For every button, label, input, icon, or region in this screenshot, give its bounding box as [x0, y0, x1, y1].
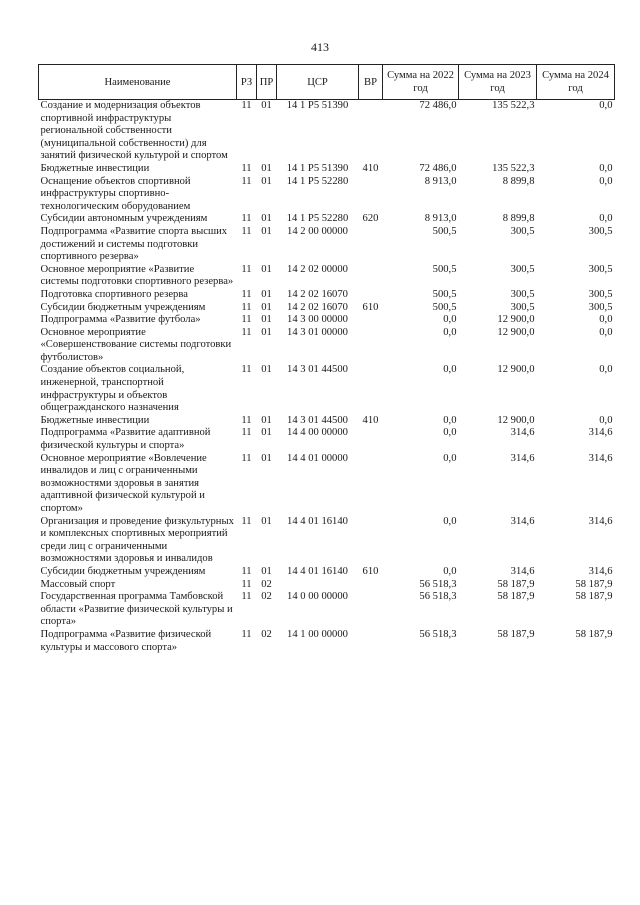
row-csr: 14 4 01 16140 — [287, 565, 348, 577]
row-sum-2022: 500,5 — [432, 263, 457, 275]
header-name: Наименование — [39, 65, 237, 100]
row-rz: 11 — [241, 578, 252, 590]
table-row — [39, 163, 615, 176]
row-sum-2024: 58 187,9 — [575, 578, 613, 590]
row-csr: 14 4 01 00000 — [287, 452, 348, 464]
row-sum-2024: 0,0 — [599, 100, 613, 111]
row-pr: 01 — [261, 213, 272, 225]
row-name: Основное мероприятие «Развитие системы подготовки спортивного резерва» — [40, 263, 234, 288]
row-sum-2022: 0,0 — [443, 326, 457, 338]
row-csr: 14 4 01 16140 — [287, 515, 348, 527]
row-sum-2022: 56 518,3 — [419, 578, 457, 590]
row-rz: 11 — [241, 427, 252, 439]
row-rz: 11 — [241, 162, 252, 174]
row-pr: 01 — [261, 301, 272, 313]
row-sum-2024: 58 187,9 — [575, 628, 613, 640]
row-sum-2023: 12 900,0 — [497, 364, 535, 376]
row-pr: 02 — [261, 578, 272, 590]
table-row — [39, 427, 615, 452]
row-sum-2024: 300,5 — [588, 288, 613, 300]
row-csr: 14 3 01 44500 — [287, 364, 348, 376]
row-vr: 610 — [362, 301, 379, 313]
row-csr: 14 4 00 00000 — [287, 427, 348, 439]
row-pr: 01 — [261, 427, 272, 439]
row-pr: 02 — [261, 628, 272, 640]
row-vr — [359, 364, 383, 414]
row-sum-2024: 300,5 — [588, 225, 613, 237]
table-row — [39, 591, 615, 629]
table-body — [39, 100, 615, 655]
table-row — [39, 453, 615, 516]
row-pr: 01 — [261, 225, 272, 237]
table-row — [39, 226, 615, 264]
row-sum-2024: 300,5 — [588, 301, 613, 313]
row-pr: 01 — [261, 288, 272, 300]
row-sum-2023: 8 899,8 — [502, 175, 535, 187]
row-vr — [359, 100, 383, 163]
row-name: Подпрограмма «Развитие спорта высших достижений и системы подготовки спортивного резерва» — [40, 225, 228, 263]
table-row — [39, 327, 615, 365]
row-vr — [359, 226, 383, 264]
row-vr: 410 — [362, 414, 379, 426]
row-name: Организация и проведение физкультурных и комплексных спортивных мероприятий среди лиц с ограниченными возможностями здоровья и инвалидов — [40, 515, 234, 565]
row-vr — [359, 453, 383, 516]
row-vr — [359, 591, 383, 629]
row-sum-2022: 8 913,0 — [424, 213, 457, 225]
row-sum-2024: 314,6 — [588, 427, 613, 439]
row-vr — [359, 516, 383, 566]
row-rz: 11 — [241, 288, 252, 300]
row-sum-2024: 0,0 — [599, 326, 613, 338]
row-name: Бюджетные инвестиции — [40, 162, 150, 174]
row-csr: 14 1 Р5 51390 — [286, 100, 349, 111]
row-sum-2022: 56 518,3 — [419, 591, 457, 603]
row-name: Оснащение объектов спортивной инфраструктуры спортивно-технологическим оборудованием — [40, 175, 191, 212]
row-rz: 11 — [241, 565, 252, 577]
row-name: Создание объектов социальной, инженерной, транспортной инфраструктуры и объектов общегражданского назначения — [40, 364, 185, 414]
row-csr: 14 0 00 00000 — [287, 591, 348, 603]
row-sum-2023: 58 187,9 — [497, 591, 535, 603]
row-rz: 11 — [241, 213, 252, 225]
row-name: Подпрограмма «Развитие футбола» — [40, 314, 201, 326]
row-rz: 11 — [241, 263, 252, 275]
row-sum-2023: 314,6 — [510, 427, 535, 439]
table-row — [39, 213, 615, 226]
row-sum-2022: 500,5 — [432, 288, 457, 300]
row-vr — [359, 176, 383, 214]
row-sum-2024: 58 187,9 — [575, 591, 613, 603]
table-row — [39, 302, 615, 315]
table-row — [39, 364, 615, 414]
row-pr: 01 — [261, 263, 272, 275]
row-sum-2022: 0,0 — [443, 515, 457, 527]
row-csr: 14 2 00 00000 — [287, 225, 348, 237]
table-row — [39, 264, 615, 289]
row-sum-2022: 0,0 — [443, 565, 457, 577]
row-sum-2022: 56 518,3 — [419, 628, 457, 640]
row-vr — [359, 264, 383, 289]
row-csr — [277, 579, 359, 592]
row-sum-2023: 300,5 — [510, 225, 535, 237]
row-csr: 14 1 Р5 52280 — [286, 175, 349, 187]
page-number: 413 — [311, 40, 329, 54]
row-sum-2023: 314,6 — [510, 515, 535, 527]
row-name: Субсидии бюджетным учреждениям — [40, 301, 206, 313]
row-sum-2022: 0,0 — [443, 314, 457, 326]
row-sum-2024: 314,6 — [588, 565, 613, 577]
row-sum-2024: 0,0 — [599, 213, 613, 225]
row-rz: 11 — [241, 301, 252, 313]
row-sum-2023: 58 187,9 — [497, 628, 535, 640]
row-sum-2024: 314,6 — [588, 515, 613, 527]
row-sum-2024: 0,0 — [599, 414, 613, 426]
row-name: Субсидии автономным учреждениям — [40, 213, 208, 225]
header-rz: РЗ — [237, 65, 257, 100]
row-sum-2023: 8 899,8 — [502, 213, 535, 225]
header-pr: ПР — [257, 65, 277, 100]
header-vr: ВР — [359, 65, 383, 100]
row-sum-2024: 0,0 — [599, 175, 613, 187]
row-rz: 11 — [241, 515, 252, 527]
table-row — [39, 314, 615, 327]
row-csr: 14 1 Р5 52280 — [286, 213, 349, 225]
table-row — [39, 516, 615, 566]
row-rz: 11 — [241, 326, 252, 338]
row-sum-2022: 72 486,0 — [419, 162, 457, 174]
row-sum-2023: 314,6 — [510, 565, 535, 577]
row-name: Субсидии бюджетным учреждениям — [40, 565, 206, 577]
header-csr: ЦСР — [277, 65, 359, 100]
table-row — [39, 100, 615, 163]
row-sum-2022: 0,0 — [443, 452, 457, 464]
row-name: Подготовка спортивного резерва — [40, 288, 188, 300]
row-pr: 01 — [261, 175, 272, 187]
header-sum-2023: Сумма на 2023 год — [459, 65, 537, 100]
row-csr: 14 1 Р5 51390 — [286, 162, 349, 174]
header-sum-2022: Сумма на 2022 год — [383, 65, 459, 100]
row-vr: 410 — [362, 162, 379, 174]
row-pr: 02 — [261, 591, 272, 603]
row-sum-2023: 12 900,0 — [497, 326, 535, 338]
table-row — [39, 566, 615, 579]
row-vr — [359, 629, 383, 654]
row-sum-2023: 300,5 — [510, 263, 535, 275]
row-csr: 14 3 01 00000 — [287, 326, 348, 338]
row-pr: 01 — [261, 565, 272, 577]
row-pr: 01 — [261, 364, 272, 376]
row-sum-2022: 500,5 — [432, 225, 457, 237]
row-sum-2023: 135 522,3 — [492, 162, 535, 174]
row-sum-2024: 300,5 — [588, 263, 613, 275]
row-name: Подпрограмма «Развитие адаптивной физической культуры и спорта» — [40, 427, 211, 452]
row-name: Создание и модернизация объектов спортивной инфраструктуры региональной собственности (муниципальной собственности) для занятий физической культурой и спортом — [40, 100, 228, 162]
row-rz: 11 — [241, 452, 252, 464]
budget-table — [38, 64, 615, 654]
row-rz: 11 — [241, 314, 252, 326]
row-sum-2022: 0,0 — [443, 364, 457, 376]
row-pr: 01 — [261, 162, 272, 174]
row-sum-2023: 12 900,0 — [497, 414, 535, 426]
row-name: Государственная программа Тамбовской области «Развитие физической культуры и спорта» — [40, 591, 233, 628]
row-name: Основное мероприятие «Совершенствование системы подготовки футболистов» — [40, 326, 232, 363]
row-vr — [359, 579, 383, 592]
row-pr: 01 — [261, 414, 272, 426]
table-row — [39, 629, 615, 654]
table-row — [39, 176, 615, 214]
row-sum-2022: 0,0 — [443, 427, 457, 439]
row-sum-2024: 0,0 — [599, 314, 613, 326]
row-csr: 14 3 00 00000 — [287, 314, 348, 326]
row-rz: 11 — [241, 414, 252, 426]
table-row — [39, 415, 615, 428]
row-pr: 01 — [261, 326, 272, 338]
row-rz: 11 — [241, 225, 252, 237]
row-sum-2023: 314,6 — [510, 452, 535, 464]
row-sum-2022: 500,5 — [432, 301, 457, 313]
row-pr: 01 — [261, 314, 272, 326]
row-csr: 14 2 02 00000 — [287, 263, 348, 275]
row-csr: 14 3 01 44500 — [287, 414, 348, 426]
row-sum-2023: 300,5 — [510, 301, 535, 313]
row-csr: 14 1 00 00000 — [287, 628, 348, 640]
row-vr — [359, 427, 383, 452]
row-csr: 14 2 02 16070 — [287, 288, 348, 300]
row-name: Бюджетные инвестиции — [40, 414, 150, 426]
row-pr: 01 — [261, 100, 272, 111]
row-pr: 01 — [261, 515, 272, 527]
row-sum-2024: 314,6 — [588, 452, 613, 464]
row-sum-2022: 0,0 — [443, 414, 457, 426]
row-pr: 01 — [261, 452, 272, 464]
row-sum-2023: 58 187,9 — [497, 578, 535, 590]
row-vr — [359, 314, 383, 327]
row-sum-2024: 0,0 — [599, 364, 613, 376]
row-sum-2023: 300,5 — [510, 288, 535, 300]
table-row — [39, 579, 615, 592]
row-name: Основное мероприятие «Вовлечение инвалидов и лиц с ограниченными возможностями здоровья в занятия адаптивной физической культурой и спортом» — [40, 452, 207, 514]
row-rz: 11 — [241, 100, 252, 111]
row-name: Подпрограмма «Развитие физической культуры и массового спорта» — [40, 628, 212, 653]
row-sum-2023: 12 900,0 — [497, 314, 535, 326]
row-sum-2022: 72 486,0 — [419, 100, 457, 111]
row-rz: 11 — [241, 364, 252, 376]
row-vr — [359, 289, 383, 302]
row-vr: 610 — [362, 565, 379, 577]
row-vr: 620 — [362, 213, 379, 225]
row-name: Массовый спорт — [40, 578, 116, 590]
row-rz: 11 — [241, 175, 252, 187]
row-sum-2022: 8 913,0 — [424, 175, 457, 187]
row-sum-2024: 0,0 — [599, 162, 613, 174]
row-rz: 11 — [241, 591, 252, 603]
row-vr — [359, 327, 383, 365]
table-header-row — [39, 65, 615, 100]
table-row — [39, 289, 615, 302]
row-sum-2023: 135 522,3 — [492, 100, 535, 111]
row-rz: 11 — [241, 628, 252, 640]
header-sum-2024: Сумма на 2024 год — [537, 65, 615, 100]
row-csr: 14 2 02 16070 — [287, 301, 348, 313]
